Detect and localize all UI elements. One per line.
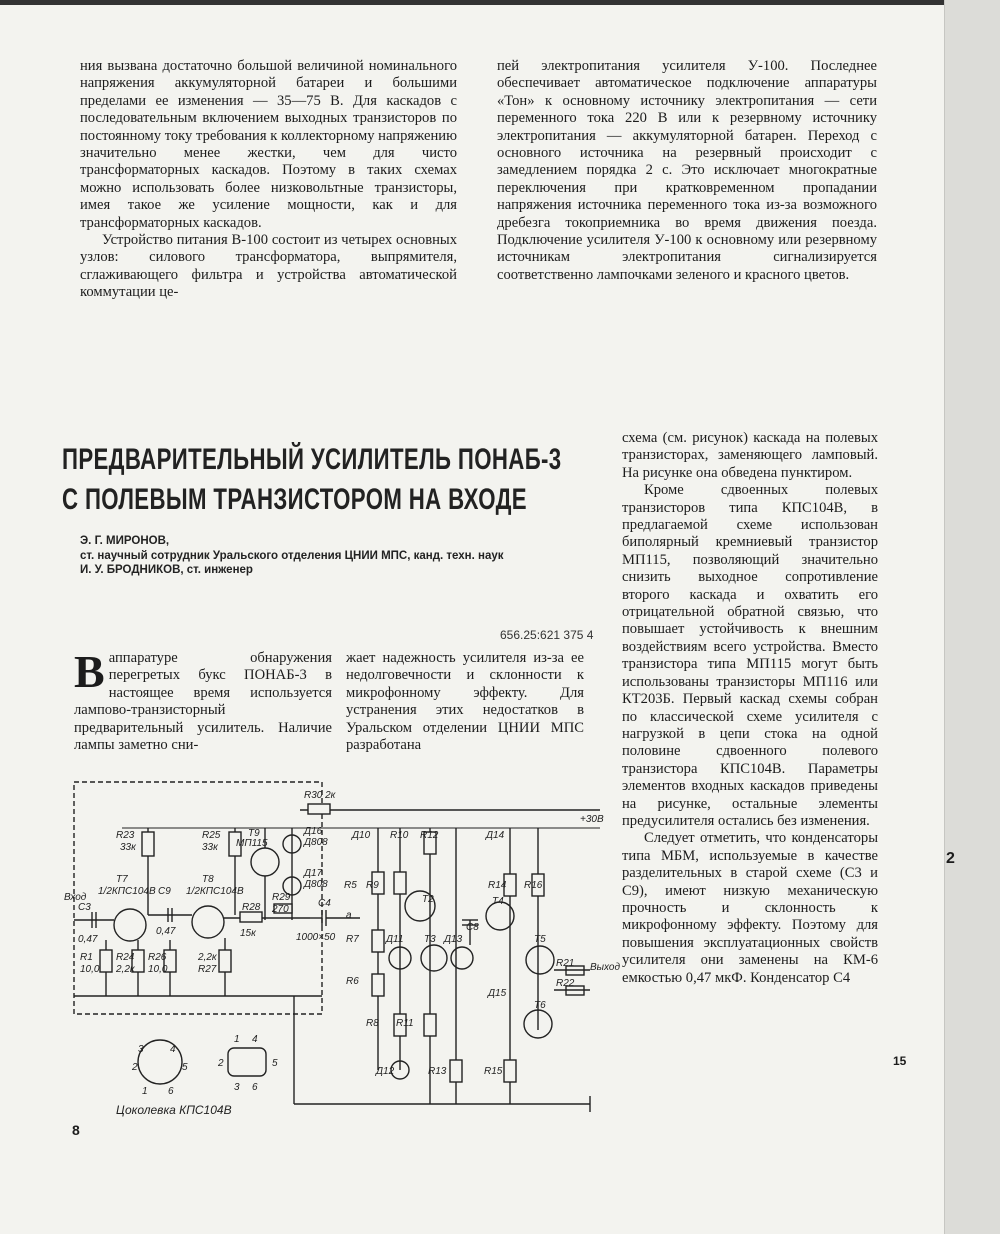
label-r26v: 10,0 (148, 964, 168, 975)
label-r24v: 2,2к (116, 964, 135, 975)
circuit-schematic (60, 770, 620, 1140)
label-r28: R28 (242, 902, 261, 913)
label-t8t: 1/2КПС104В (186, 886, 244, 897)
resistor-r11 (424, 1014, 436, 1036)
label-d13: Д13 (444, 934, 463, 945)
figure-caption: Цоколевка КПС104В (116, 1103, 232, 1117)
paragraph: жает надежность усилителя из-за ее недолговечности и склонности к микрофонному эффекту. Для устранения этих недостатков в Уральском отделении ЦНИИ МПС разработана (346, 650, 584, 754)
pin-label: 6 (252, 1082, 258, 1093)
page-number-right: 15 (893, 1054, 907, 1068)
label-r21: R21 (556, 958, 575, 969)
transistor-t8 (192, 906, 224, 938)
label-d17t: Д808 (304, 879, 328, 890)
label-c4v: 1000×50 (296, 932, 336, 943)
label-r1: R1 (80, 952, 93, 963)
label-node-a: а (346, 910, 352, 921)
label-r13: R13 (428, 1066, 447, 1077)
socket-pinout-b (228, 1048, 266, 1076)
resistor-r30 (308, 804, 330, 814)
label-t3: T3 (424, 934, 436, 945)
label-t8: T8 (202, 874, 214, 885)
adjacent-page-edge (944, 0, 1000, 1234)
label-r29v: 270 (272, 904, 289, 915)
label-r16: R16 (524, 880, 543, 891)
article-right-column (622, 430, 878, 987)
label-r12: R12 (420, 830, 439, 841)
zener-d13 (451, 947, 473, 969)
label-r25: R25 (202, 830, 221, 841)
article-title (62, 440, 562, 520)
paragraph: Устройство питания В-100 состоит из четырех основных узлов: силового трансформатора, выпрямителя, сглаживающего фильтра и устройства автоматической коммутации це- (80, 232, 457, 301)
paragraph: схема (см. рисунок) каскада на полевых транзисторах, заменяющего ламповый. На рисунке она обведена пунктиром. (622, 430, 878, 481)
label-t9: T9 (248, 828, 260, 839)
pin-label: 6 (168, 1086, 174, 1097)
paragraph: Следует отметить, что конденсаторы типа МБМ, используемые в качестве разделительных в старой схеме (С3 и С9), имеют низкую механическую прочность и склонность к микрофонному эффекту. Поэтому для повышения эксплуатационных свойств усилителя они заменены на КМ-6 емкостью 0,47 мкФ. Конденсатор С4 (622, 830, 878, 986)
label-c8: C8 (466, 922, 479, 933)
label-t9t: МП115 (236, 838, 268, 849)
label-r15: R15 (484, 1066, 503, 1077)
title-line-2: С ПОЛЕВЫМ ТРАНЗИСТОРОМ НА ВХОДЕ (62, 483, 527, 516)
resistor-r23 (142, 832, 154, 856)
pin-label: 3 (234, 1082, 240, 1093)
label-r23v: 33к (120, 842, 136, 853)
resistor-r6 (372, 974, 384, 996)
label-r26: R26 (148, 952, 167, 963)
author-1-position: ст. научный сотрудник Уральского отделения ЦНИИ МПС, канд. техн. наук (80, 549, 504, 562)
label-d17: Д17 (304, 868, 323, 879)
paragraph: Кроме сдвоенных полевых транзисторов типа КПС104В, в предлагаемой схеме использован биполярный кремниевый транзистор МП115, позволяющий значительно снизить выходное сопротивление второго каскада и охватить его отрицательной обратной связью, что повышает устойчивость к внешним воздействиям всего устройства. Вместо транзистора типа МП115 могут быть использованы транзисторы МП116 или КТ203Б. Первый каскад схемы собран по классической схеме усилителя с нагрузкой в цепи стока на одной половине сдвоенного полевого транзистора КПС104В. Параметры элементов входных каскадов приведены на рисунке, остальные элементы предусилителя остались без изменения. (622, 482, 878, 829)
side-marker: 2 (946, 850, 955, 867)
resistor-r28 (240, 912, 262, 922)
transistor-t3 (421, 945, 447, 971)
label-r30: R30 2к (304, 790, 336, 801)
paragraph: ния вызвана достаточно большой величиной номинального напряжения аккумуляторной батареи и большими пределами ее изменения — 35—75 В. Для каскадов с последовательным включением выходных транзисторов по постоянному току требования к коллекторному напряжению значительно менее жестки, чем для чисто трансформаторных каскадов. Поэтому в таких схемах можно использовать более низковольтные транзисторы, имея такое же усиление мощности, как и для трансформаторных каскадов. (80, 58, 457, 231)
transistor-t7 (114, 909, 146, 941)
label-r6: R6 (346, 976, 359, 987)
pin-label: 4 (252, 1034, 258, 1045)
label-r27: R27 (198, 964, 217, 975)
pin-label: 1 (234, 1034, 240, 1045)
label-r10: R10 (390, 830, 409, 841)
pin-label: 3 (138, 1044, 144, 1055)
resistor-r7 (372, 930, 384, 952)
title-line-1: ПРЕДВАРИТЕЛЬНЫЙ УСИЛИТЕЛЬ ПОНАБ-3 (62, 443, 562, 476)
label-r8: R8 (366, 1018, 379, 1029)
label-d11: Д11 (386, 934, 404, 945)
label-c9: C9 (158, 886, 171, 897)
transistor-t9 (251, 848, 279, 876)
pin-label: 4 (170, 1044, 176, 1055)
label-r14: R14 (488, 880, 507, 891)
label-d12: Д12 (376, 1066, 395, 1077)
article-column-2 (346, 650, 584, 754)
article-column-1 (74, 646, 332, 754)
label-plus30: +30В (580, 814, 604, 825)
label-r29: R29 (272, 892, 291, 903)
label-r9: R9 (366, 880, 379, 891)
label-t7t: 1/2КПС104В (98, 886, 156, 897)
label-c9v: 0,47 (156, 926, 176, 937)
label-d16t: Д808 (304, 837, 328, 848)
label-d15: Д15 (488, 988, 507, 999)
label-r22: R22 (556, 978, 575, 989)
resistor-r1 (100, 950, 112, 972)
label-r27v: 2,2к (198, 952, 217, 963)
udc-code: 656.25:621 375 4 (500, 628, 594, 642)
label-t4: T4 (492, 896, 504, 907)
top-left-column (80, 58, 457, 302)
label-d14: Д14 (486, 830, 505, 841)
author-1: Э. Г. МИРОНОВ, (80, 535, 170, 547)
resistor-r15 (504, 1060, 516, 1082)
transistor-t5 (526, 946, 554, 974)
pin-label: 1 (142, 1086, 148, 1097)
label-c4: C4 (318, 898, 331, 909)
pin-label: 2 (132, 1062, 138, 1073)
label-input: Вход (64, 892, 87, 903)
label-r25v: 33к (202, 842, 218, 853)
label-t5: T5 (534, 934, 546, 945)
label-output: Выход (590, 962, 620, 973)
label-r11: R11 (396, 1018, 414, 1029)
label-t2: T2 (422, 894, 434, 905)
authors (80, 534, 600, 578)
label-r5: R5 (344, 880, 357, 891)
label-c3: C3 (78, 902, 91, 913)
label-r23: R23 (116, 830, 135, 841)
label-t6: T6 (534, 1000, 546, 1011)
resistor-r13 (450, 1060, 462, 1082)
pin-label: 5 (272, 1058, 278, 1069)
paragraph: аппаратуре обнаружения перегретых букс ПОНАБ-3 в настоящее время используется лампово-транзисторный предварительный усилитель. Наличие лампы заметно сни- (74, 650, 332, 754)
resistor-r9 (394, 872, 406, 894)
pin-label: 2 (218, 1058, 224, 1069)
label-r7: R7 (346, 934, 359, 945)
paragraph: пей электропитания усилителя У-100. Последнее обеспечивает автоматическое подключение аппаратуры «Тон» к основному источнику электропитания — сети переменного тока 220 В или к резервному источнику электропитания — аккумуляторной батарен. Переход с основного источника на резервный происходит с замедлением порядка 2 с. Это исключает многократные переключения при кратковременном пропадании напряжения источника переменного тока из-за возможного дребезга токоприемника во время движения поезда. Подключение усилителя У-100 к основному или резервному источникам электропитания сигнализируется соответственно лампочками зеленого и красного цветов. (497, 58, 877, 283)
label-d16: Д16 (304, 826, 323, 837)
label-r1v: 10,0 (80, 964, 100, 975)
label-d10: Д10 (352, 830, 371, 841)
drop-cap: В (74, 646, 105, 697)
resistor-r27 (219, 950, 231, 972)
page-number-left: 8 (72, 1122, 80, 1138)
label-t7: T7 (116, 874, 128, 885)
top-right-column (497, 58, 877, 284)
label-r28v: 15к (240, 928, 256, 939)
pin-label: 5 (182, 1062, 188, 1073)
label-c3v: 0,47 (78, 934, 98, 945)
label-r24: R24 (116, 952, 135, 963)
top-edge (0, 0, 944, 5)
author-2: И. У. БРОДНИКОВ, ст. инженер (80, 564, 253, 576)
